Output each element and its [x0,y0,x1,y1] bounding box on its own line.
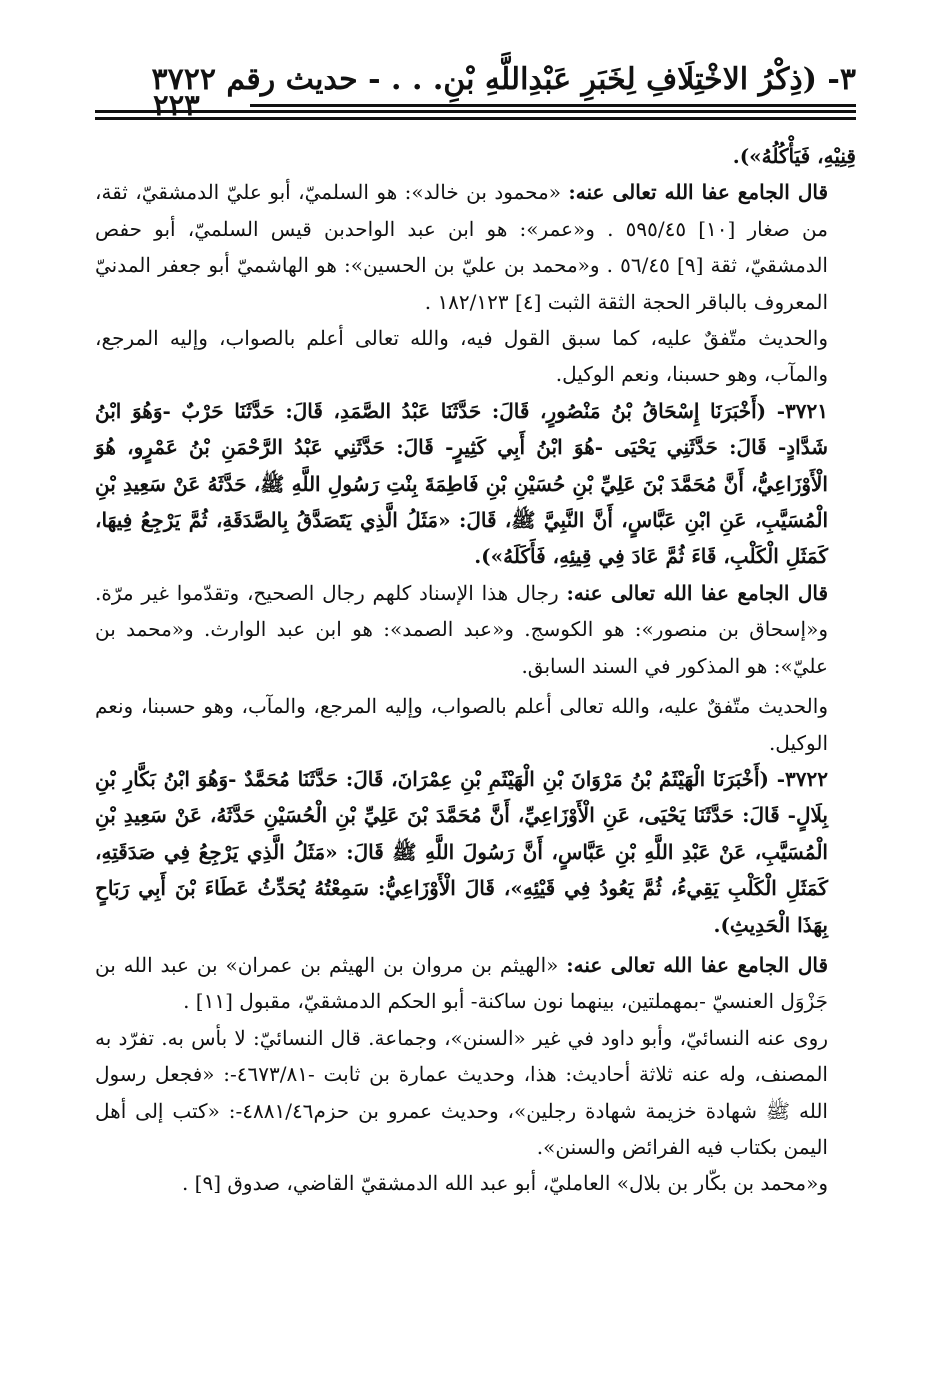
commentary-lead: قال الجامع عفا الله تعالى عنه: [568,180,829,205]
narrator-paragraph: روى عنه النسائيّ، وأبو داود في غير «السنن»، وجماعة. قال النسائيّ: لا بأس به. تفرّد به المصنف، وله عنه ثلاثة أحاديث: هذا، وحديث عمارة بن ثابت -٤٦٧٣/٨١-: «فجعل رسول الله ﷺ شهادة خزيمة شهادة رجلين»، وحديث عمرو بن حزم٤٨٨١/٤٦-: «كتب إلى أهل اليمن بكتاب فيه الفرائض والسنن». [95,1025,828,1159]
running-title: ٣- (ذِكْرُ الاخْتِلَافِ لِخَبَرِ عَبْدِاللَّهِ بْنِ. . . - حديث رقم ٣٧٢٢ [151,62,856,97]
closing-paragraph: والحديث متّفقٌ عليه، كما سبق القول فيه، والله تعالى أعلم بالصواب، وإليه المرجع، والمآب، وهو حسبنا، ونعم الوكيل. [95,326,828,387]
hadith-3721: ٣٧٢١- (أَخْبَرَنَا إِسْحَاقُ بْنُ مَنْصُورٍ، قَالَ: حَدَّثَنَا عَبْدُ الصَّمَدِ، قَالَ: حَدَّثَنَا حَرْبٌ -وَهُوَ ابْنُ شَدَّادٍ- قَالَ: حَدَّثَنِي يَحْيَى -هُوَ ابْنُ أَبِي كَثِيرٍ- قَالَ: حَدَّثَنِي عَبْدُ الرَّحْمَنِ بْنُ عَمْرٍو، هُوَ الْأَوْزَاعِيُّ، أَنَّ مُحَمَّدَ بْنَ عَلِيِّ بْنِ حُسَيْنِ بْنِ فَاطِمَةَ بِنْتِ رَسُولِ اللَّهِ ﷺ، حَدَّثَهُ عَنْ سَعِيدِ بْنِ الْمُسَيَّبِ، عَنِ ابْنِ عَبَّاسٍ، أَنَّ النَّبِيَّ ﷺ، قَالَ: «مَثَلُ الَّذِي يَتَصَدَّقُ بِالصَّدَقَةِ، ثُمَّ يَرْجِعُ فِيهَا، كَمَثَلِ الْكَلْبِ، قَاءَ ثُمَّ عَادَ فِي قِيئِهِ، فَأَكَلَهُ»). [95,398,828,569]
hadith-3722: ٣٧٢٢- (أَخْبَرَنَا الْهَيْثَمُ بْنُ مَرْوَانَ بْنِ الْهَيْثَمِ بْنِ عِمْرَانَ، قَالَ: حَدَّثَنَا مُحَمَّدٌ -وَهُوَ ابْنُ بَكَّارِ بْنِ بِلَالٍ- قَالَ: حَدَّثَنَا يَحْيَى، عَنِ الْأَوْزَاعِيِّ، أَنَّ مُحَمَّدَ بْنَ عَلِيِّ بْنِ الْحُسَيْنِ حَدَّثَهُ، عَنْ سَعِيدِ بْنِ الْمُسَيَّبِ، عَنْ عَبْدِ اللَّهِ بْنِ عَبَّاسٍ، أَنَّ رَسُولَ اللَّهِ ﷺ قَالَ: «مَثَلُ الَّذِي يَرْجِعُ فِي صَدَقَتِهِ، كَمَثَلِ الْكَلْبِ يَقِيءُ، ثُمَّ يَعُودُ فِي قَيْئِهِ»، قَالَ الْأَوْزَاعِيُّ: سَمِعْتُهُ يُحَدِّثُ عَطَاءَ بْنَ أَبِي رَبَاحٍ بِهَذَا الْحَدِيثِ). [95,766,828,937]
commentary-lead: قال الجامع عفا الله تعالى عنه: [566,952,829,977]
page-header [95,62,856,122]
commentary-paragraph: قال الجامع عفا الله تعالى عنه: رجال هذا الإسناد كلهم رجال الصحيح، وتقدّموا غير مرّة. و«إسحاق بن منصور»: هو الكوسج. و«عبد الصمد»: هو ابن عبد الوارث. و«محمد بن عليّ»: هو المذكور في السند السابق. [95,580,828,678]
commentary-lead: قال الجامع عفا الله تعالى عنه: [566,580,828,605]
header-double-rule [95,110,856,120]
hadith-text-continuation: قِنِيْهِ، فَيَأْكُلُهُ»). [732,144,856,168]
commentary-paragraph: قال الجامع عفا الله تعالى عنه: «الهيثم بن مروان بن الهيثم بن عمران» بن عبد الله بن جَزْوَل العنسيّ -بمهملتين، بينهما نون ساكنة- أبو الحكم الدمشقيّ، مقبول [١١] . [95,952,829,1014]
narrator-paragraph: و«محمد بن بكّار بن بلال» العامليّ، أبو عبد الله الدمشقيّ القاضي، صدوق [٩] . [181,1171,828,1196]
closing-paragraph: والحديث متّفقٌ عليه، والله تعالى أعلم بالصواب، وإليه المرجع، والمآب، وهو حسبنا، ونعم الوكيل. [95,694,828,755]
page-number: ٢٢٣ [153,88,200,122]
header-rule [250,104,856,107]
commentary-paragraph: قال الجامع عفا الله تعالى عنه: «محمود بن خالد»: هو السلميّ، أبو عليّ الدمشقيّ، ثقة، من صغار [١٠] ٥٩٥/٤٥ . و«عمر»: هو ابن عبد الواحدبن قيس السلميّ، أبو حفص الدمشقيّ، ثقة [٩] ٥٦/٤٥ . و«محمد بن عليّ بن الحسين»: هو الهاشميّ أبو جعفر المدنيّ المعروف بالباقر الحجة الثقة الثبت [٤] ١٨٢/١٢٣ . [95,180,829,314]
page-body [95,138,856,1202]
